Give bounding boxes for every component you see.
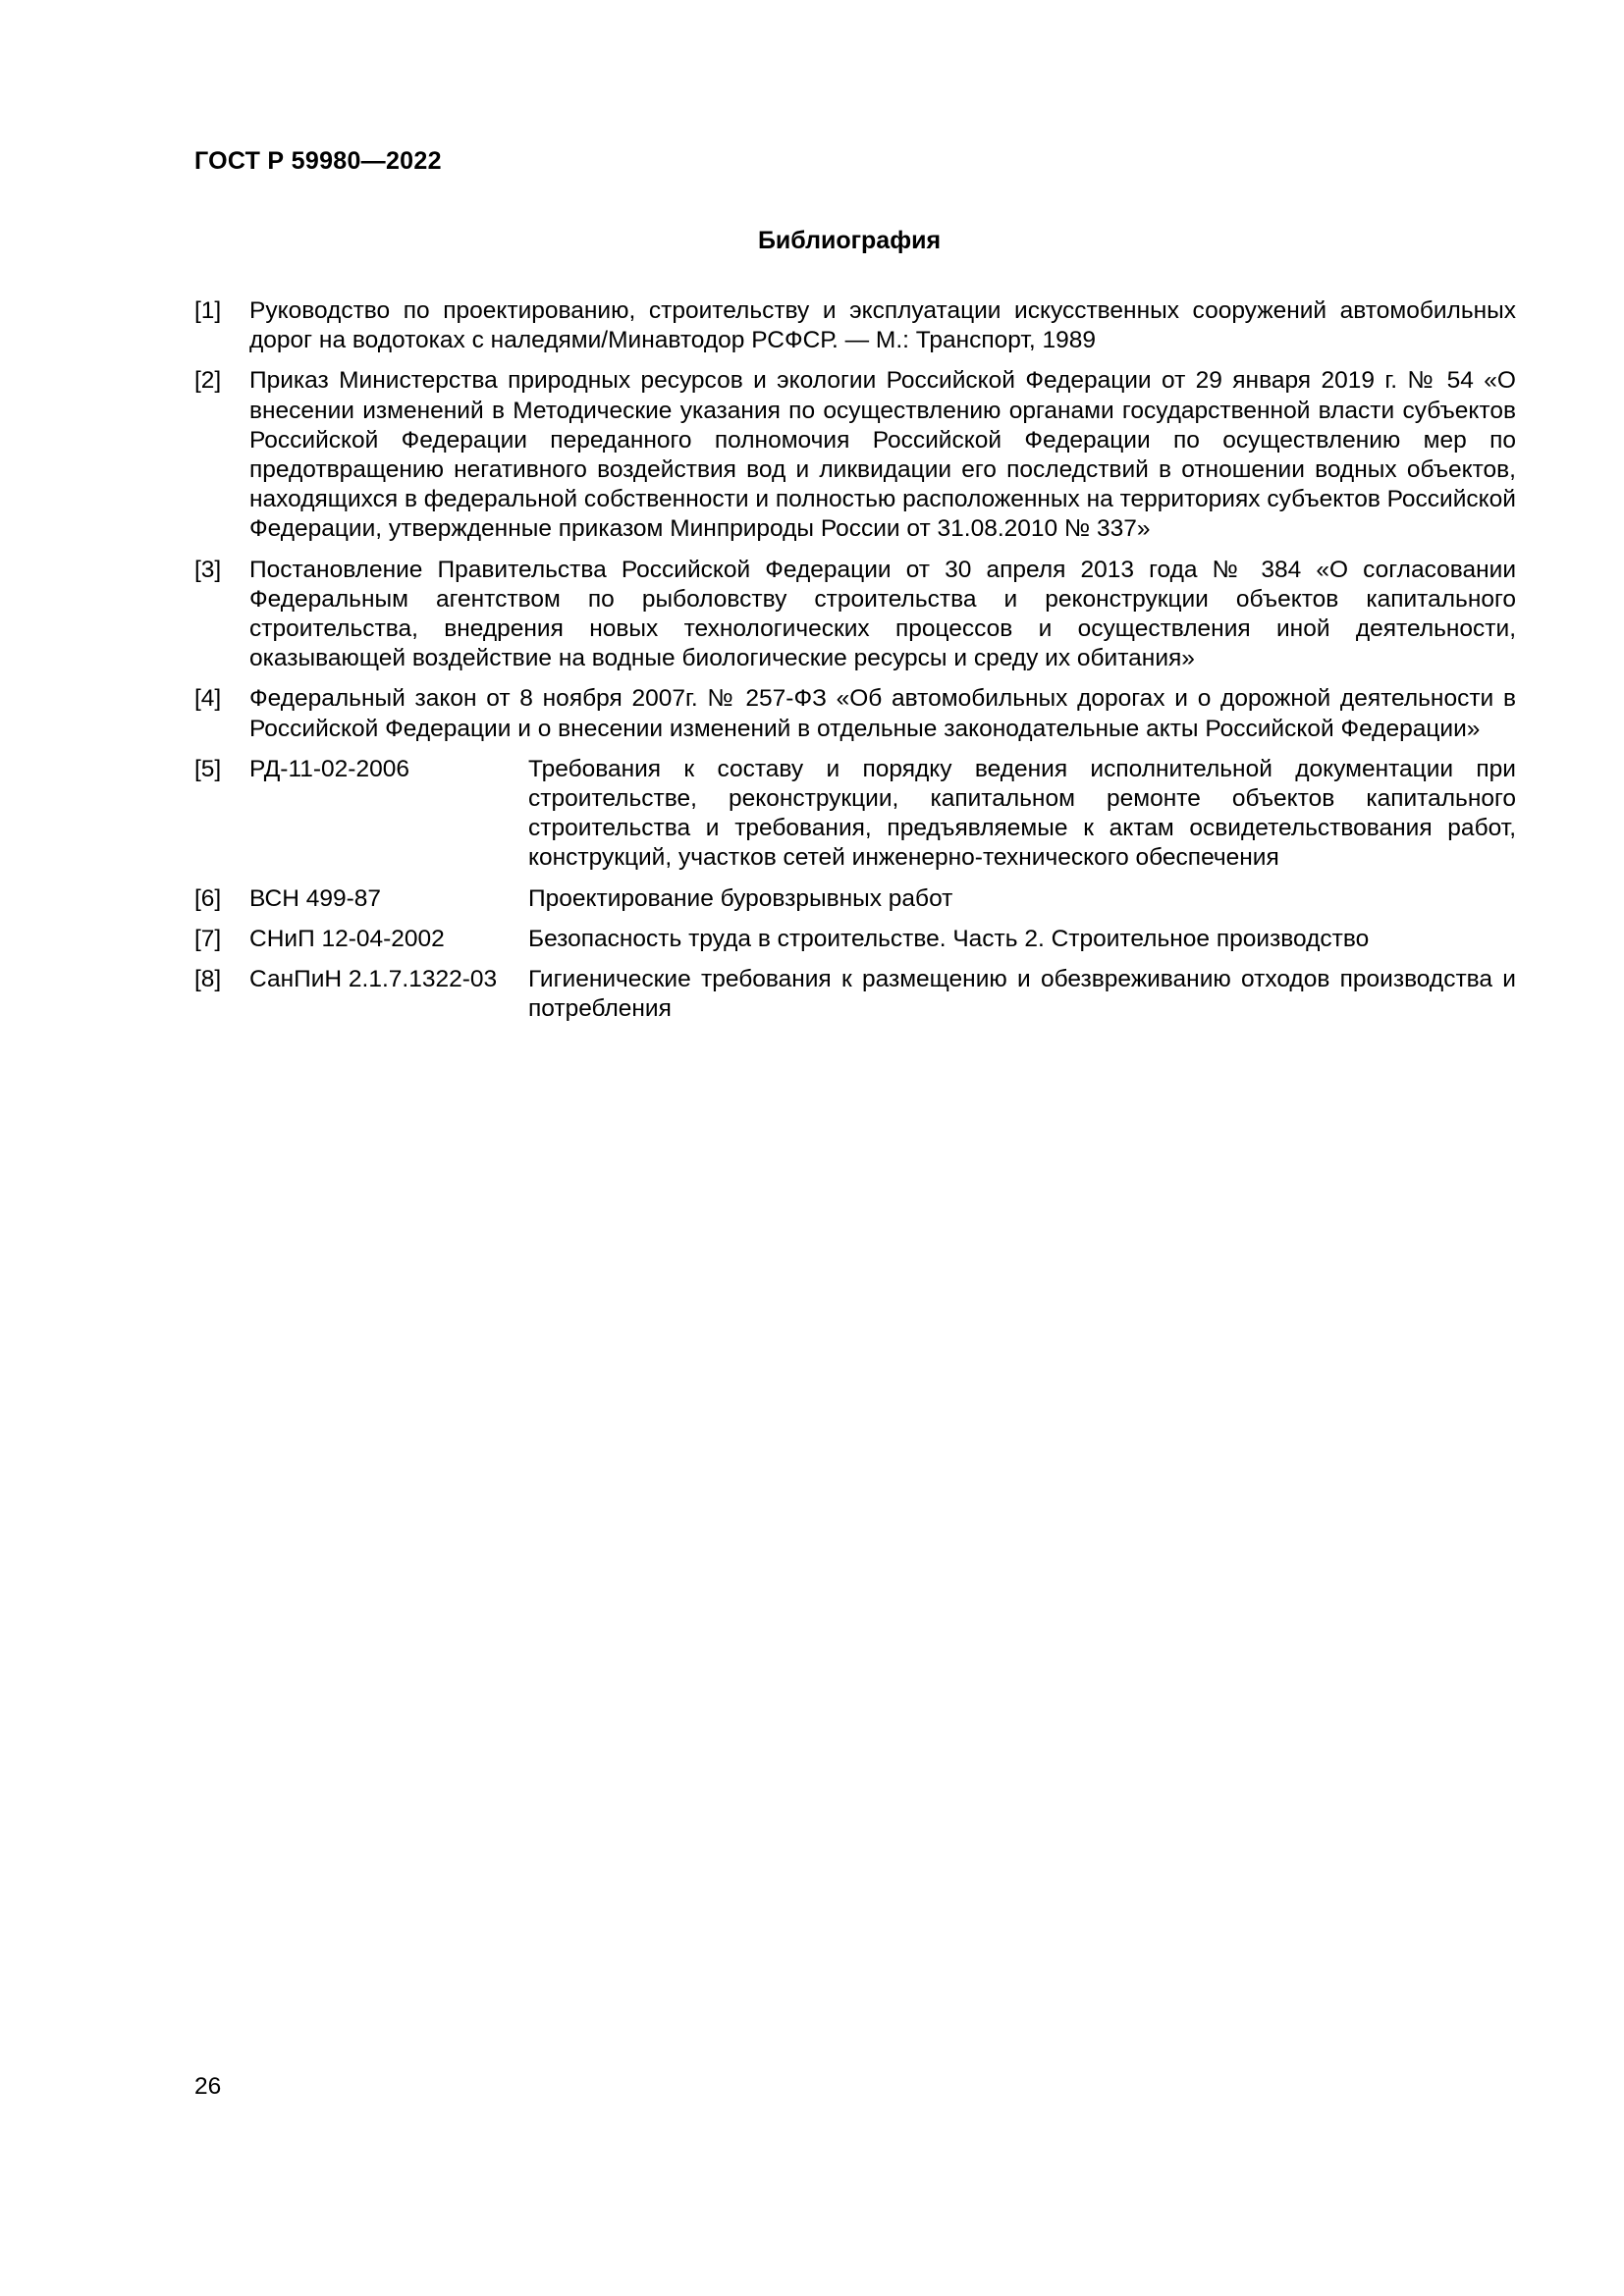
bibliography-number: [5] xyxy=(194,755,222,782)
bibliography-item-2 xyxy=(194,366,1516,544)
bibliography-item-3 xyxy=(194,556,1516,674)
bibliography-number: [8] xyxy=(194,966,222,993)
bibliography-text: Приказ Министерства природных ресурсов и экологии Российской Федерации от 29 января 2019 г. № 54 «О внесении изменений в Методические указания по осуществлению органами государственной власти субъектов Российской Федерации переданного полномочия Российской Федерации по осуществлению мер по предотвращению негативного воздействия вод и ликвидации его последствий в отношении водных объектов, находящихся в федеральной собственности и полностью расположенных на территориях субъектов Российской Федерации, утвержденные приказом Минприроды России от 31.08.2010 № 337» xyxy=(249,367,1516,543)
bibliography-code: СанПиН 2.1.7.1322-03 xyxy=(249,966,498,993)
bibliography-text: Руководство по проектированию, строительству и эксплуатации искусственных сооружений автомобильных дорог на водотоках с наледями/Минавтодор РСФСР. — М.: Транспорт, 1989 xyxy=(249,297,1516,354)
bibliography-number: [3] xyxy=(194,556,222,583)
bibliography-number: [7] xyxy=(194,925,222,952)
bibliography-item-8 xyxy=(194,965,1516,1024)
section-title: Библиография xyxy=(757,227,942,254)
bibliography-text: Постановление Правительства Российской Федерации от 30 апреля 2013 года № 384 «О согласовании Федеральным агентством по рыболовству строительства и реконструкции объектов капитального строительства, внедрения новых технологических процессов и осуществления иной деятельности, оказывающей воздействие на водные биологические ресурсы и среду их обитания» xyxy=(249,556,1516,672)
bibliography-text: Безопасность труда в строительстве. Часть 2. Строительное производство xyxy=(528,925,1370,952)
bibliography-number: [2] xyxy=(194,367,222,395)
bibliography-item-6 xyxy=(194,884,1516,914)
bibliography-text: Гигиенические требования к размещению и обезвреживанию отходов производства и потребления xyxy=(528,966,1516,1023)
document-id-header: ГОСТ Р 59980—2022 xyxy=(194,147,442,175)
bibliography-item-4 xyxy=(194,684,1516,743)
bibliography-item-5 xyxy=(194,755,1516,874)
bibliography-code: СНиП 12-04-2002 xyxy=(249,925,445,952)
bibliography-number: [4] xyxy=(194,685,222,713)
bibliography-text: Проектирование буровзрывных работ xyxy=(528,884,953,912)
bibliography-number: [6] xyxy=(194,884,222,912)
bibliography-code: ВСН 499-87 xyxy=(249,884,382,912)
bibliography-list xyxy=(194,296,1516,1035)
bibliography-item-1 xyxy=(194,296,1516,355)
bibliography-number: [1] xyxy=(194,297,222,324)
page-number: 26 xyxy=(194,2073,222,2100)
bibliography-item-7 xyxy=(194,925,1516,954)
bibliography-code: РД-11-02-2006 xyxy=(249,755,409,782)
bibliography-text: Федеральный закон от 8 ноября 2007г. № 257-ФЗ «Об автомобильных дорогах и о дорожной деятельности в Российской Федерации и о внесении изменений в отдельные законодательные акты Российской Федерации» xyxy=(249,685,1516,742)
bibliography-text: Требования к составу и порядку ведения исполнительной документации при строительстве, реконструкции, капитальном ремонте объектов капитального строительства и требования, предъявляемые к актам освидетельствования работ, конструкций, участков сетей инженерно-технического обеспечения xyxy=(528,755,1516,872)
